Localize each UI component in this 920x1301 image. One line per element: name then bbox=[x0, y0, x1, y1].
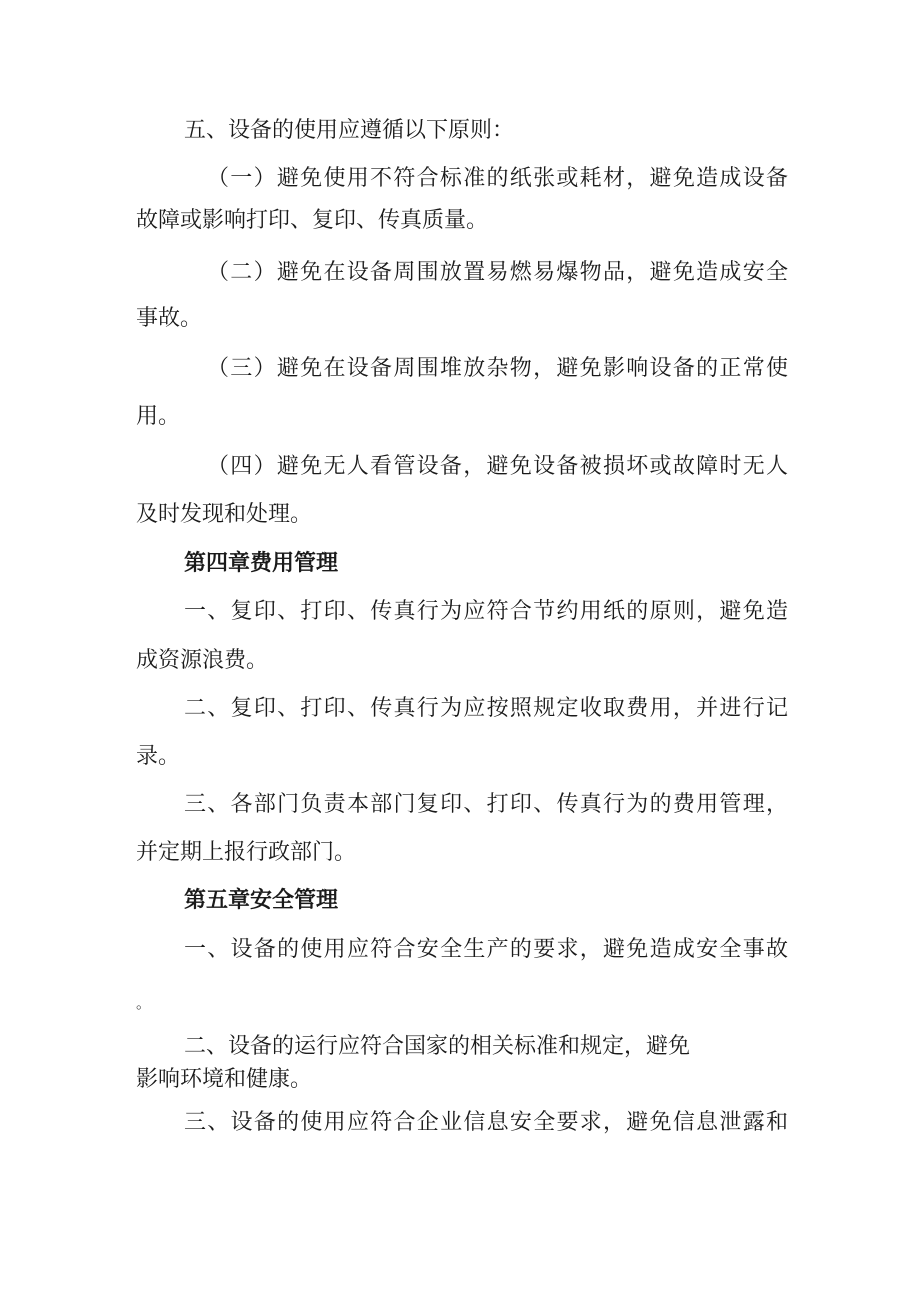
item-one-line-2: 故障或影响打印、复印、传真质量。 bbox=[136, 208, 489, 233]
item-two-line-2: 事故。 bbox=[136, 306, 203, 331]
section-five-title: 五、设备的使用应遵循以下原则： bbox=[184, 118, 515, 143]
item-four-line-2: 及时发现和处理。 bbox=[136, 502, 313, 527]
item-four-line-1: （四）避免无人看管设备，避免设备被损坏或故障时无人 bbox=[207, 454, 788, 479]
chapter-five-paragraph-2-line-1: 二、设备的运行应符合国家的相关标准和规定，避免 bbox=[184, 1034, 691, 1059]
item-three-line-2: 用。 bbox=[136, 404, 181, 429]
chapter-five-paragraph-2-line-2: 影响环境和健康。 bbox=[136, 1067, 313, 1092]
item-three-line-1: （三）避免在设备周围堆放杂物，避免影响设备的正常使 bbox=[207, 356, 788, 381]
chapter-four-paragraph-2-line-2: 录。 bbox=[136, 744, 181, 769]
chapter-four-paragraph-1-line-1: 一、复印、打印、传真行为应符合节约用纸的原则，避免造 bbox=[184, 599, 788, 624]
item-two-line-1: （二）避免在设备周围放置易燃易爆物品，避免造成安全 bbox=[207, 260, 788, 285]
chapter-five-paragraph-1-line-1: 一、设备的使用应符合安全生产的要求，避免造成安全事故 bbox=[184, 937, 788, 962]
chapter-four-paragraph-3-line-2: 并定期上报行政部门。 bbox=[136, 840, 357, 865]
item-one-line-1: （一）避免使用不符合标准的纸张或耗材，避免造成设备 bbox=[207, 166, 788, 191]
chapter-four-paragraph-3-line-1: 三、各部门负责本部门复印、打印、传真行为的费用管理， bbox=[184, 792, 788, 817]
chapter-five-paragraph-1-line-2: 。 bbox=[136, 994, 152, 1012]
chapter-four-paragraph-2-line-1: 二、复印、打印、传真行为应按照规定收取费用，并进行记 bbox=[184, 696, 788, 721]
chapter-five-heading: 第五章安全管理 bbox=[184, 888, 339, 913]
chapter-five-paragraph-3-line-1: 三、设备的使用应符合企业信息安全要求，避免信息泄露和 bbox=[184, 1110, 788, 1135]
chapter-four-paragraph-1-line-2: 成资源浪费。 bbox=[136, 648, 269, 673]
chapter-four-heading: 第四章费用管理 bbox=[184, 551, 339, 576]
